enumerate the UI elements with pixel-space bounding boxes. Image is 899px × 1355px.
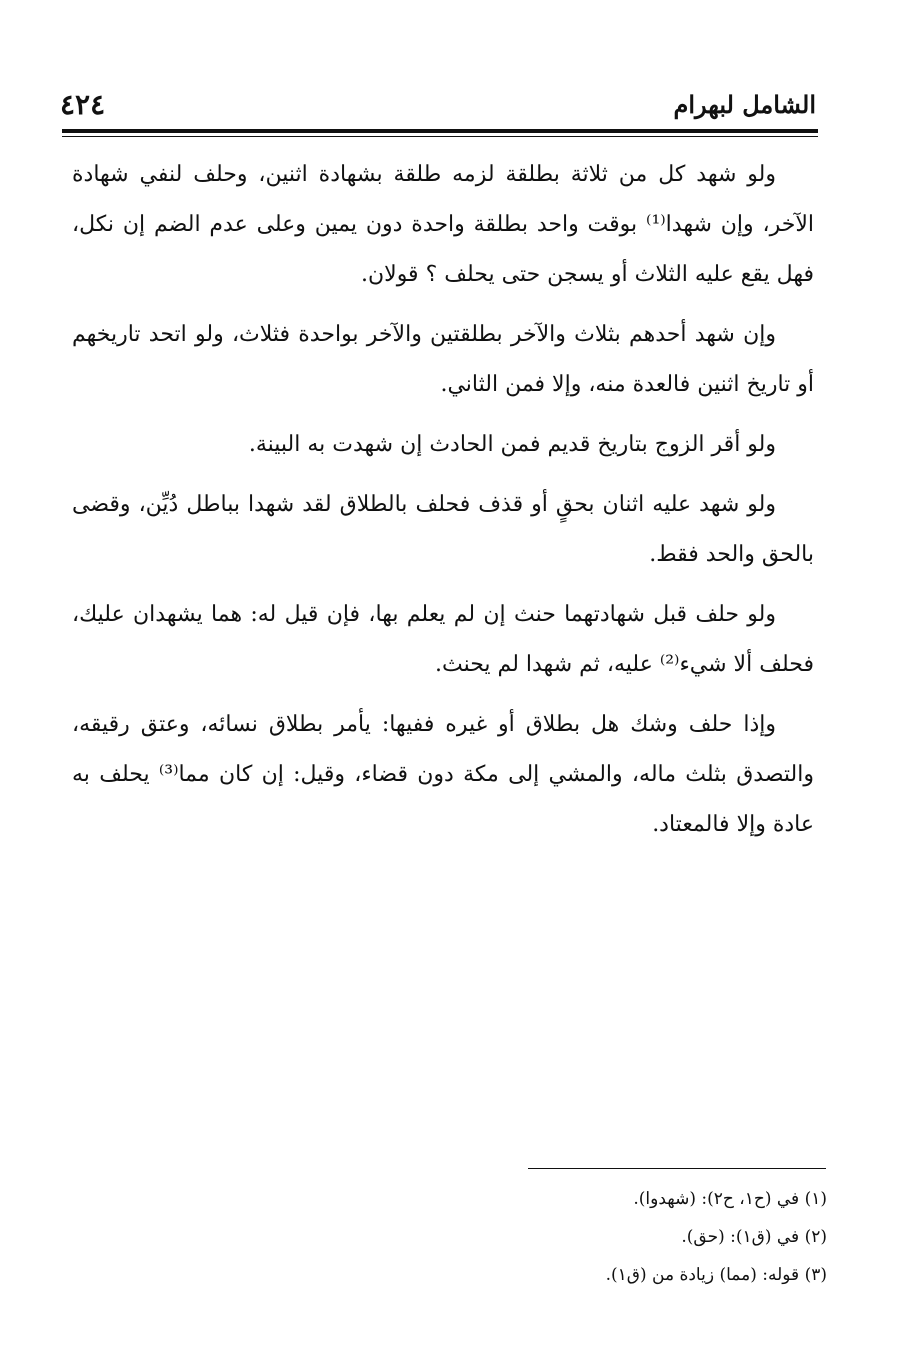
footnote: (١) في (ح١، ح٢): (شهدوا).: [633, 1189, 827, 1209]
paragraph: ولو أقر الزوج بتاريخ قديم فمن الحادث إن شهدت به البينة.: [248, 432, 776, 457]
page-number: ٤٢٤: [60, 87, 106, 121]
page-header: [60, 82, 816, 126]
running-title: الشامل لبهرام: [673, 89, 816, 119]
footnote: (٣) قوله: (مما) زيادة من (ق١).: [605, 1265, 827, 1285]
paragraph: وإذا حلف وشك هل بطلاق أو غيره ففيها: يأمر بطلاق نسائه، وعتق رقيقه، والتصدق بثلث ماله، والمشي إلى مكة دون قضاء، وقيل: إن كان مما⁽³⁾ يحلف به عادة وإلا فالمعتاد.: [72, 712, 814, 837]
paragraph: ولو شهد عليه اثنان بحقٍ أو قذف فحلف بالطلاق لقد شهدا بباطل دُيِّن، وقضى بالحق والحد فقط.: [72, 492, 814, 567]
main-text: [72, 150, 814, 860]
footnotes: [227, 1180, 827, 1294]
header-rule-thin: [62, 136, 818, 137]
footnote: (٢) في (ق١): (حق).: [681, 1227, 827, 1247]
footnote-separator: [528, 1168, 826, 1169]
paragraph: ولو شهد كل من ثلاثة بطلقة لزمه طلقة بشهادة اثنين، وحلف لنفي شهادة الآخر، وإن شهدا⁽¹⁾ بوقت واحد بطلقة واحدة دون يمين وعلى عدم الضم إن نكل، فهل يقع عليه الثلاث أو يسجن حتى يحلف ؟ قولان.: [72, 162, 815, 287]
paragraph: وإن شهد أحدهم بثلاث والآخر بطلقتين والآخر بواحدة فثلاث، ولو اتحد تاريخهم أو تاريخ اثنين فالعدة منه، وإلا فمن الثاني.: [72, 322, 814, 397]
paragraph: ولو حلف قبل شهادتهما حنث إن لم يعلم بها، فإن قيل له: هما يشهدان عليك، فحلف ألا شيء⁽²⁾ عليه، ثم شهدا لم يحنث.: [72, 602, 814, 677]
header-rule-thick: [62, 129, 818, 133]
